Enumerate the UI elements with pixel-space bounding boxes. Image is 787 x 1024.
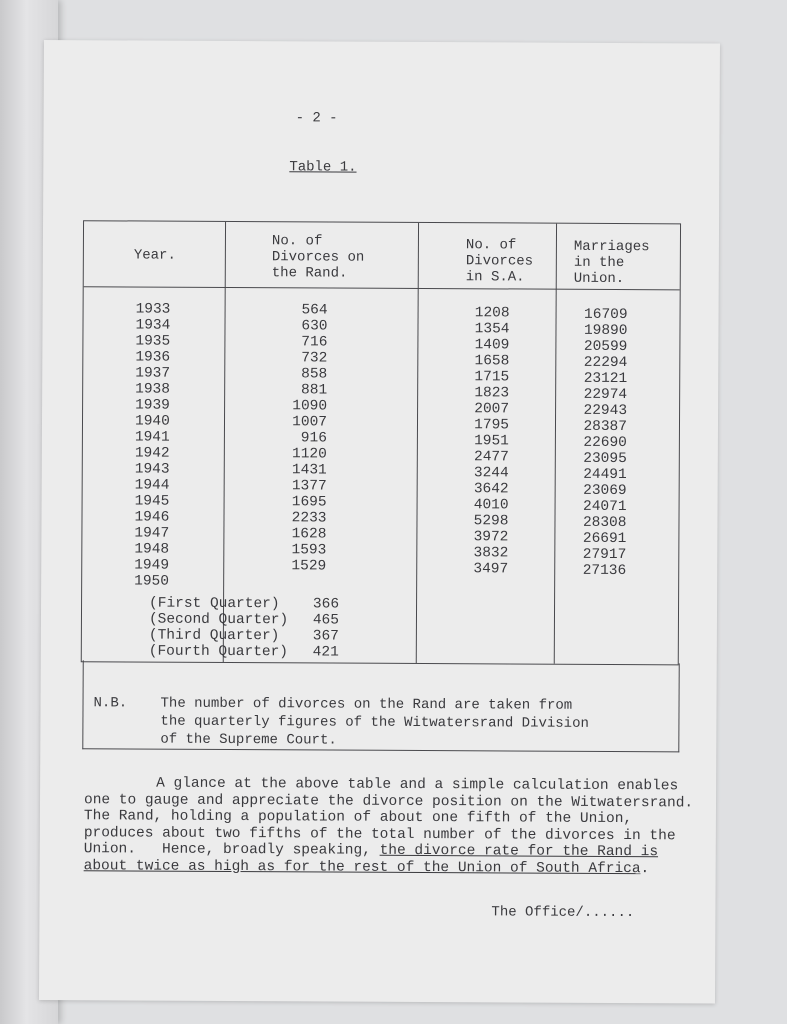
- sa-cell: 1409: [474, 337, 510, 354]
- marriages-cell: 26691: [582, 530, 627, 548]
- year-cell: 1936: [135, 349, 171, 366]
- quarter-row: [149, 612, 339, 629]
- marriages-cell: 28308: [582, 514, 627, 532]
- note-line: the quarterly figures of the Witwatersrand Division: [160, 713, 589, 732]
- year-cell: 1945: [134, 493, 170, 510]
- year-cell: 1933: [135, 301, 171, 318]
- rand-cell: 916: [300, 430, 327, 447]
- sa-cell: 2007: [474, 401, 510, 418]
- year-cell: 1946: [134, 509, 170, 526]
- rand-cell: 1695: [291, 494, 327, 511]
- sa-cell: 3244: [473, 465, 509, 482]
- quarter-row: [149, 628, 339, 645]
- body-paragraph: [83, 775, 694, 877]
- rand-cell: 1120: [291, 446, 327, 463]
- paragraph-line: The Rand, holding a population of about one fifth of the Union,: [83, 808, 633, 828]
- rand-cell: 858: [301, 366, 328, 383]
- page-number: - 2 -: [295, 110, 338, 127]
- year-cell: 1937: [135, 365, 171, 382]
- year-cell: 1934: [135, 317, 171, 334]
- marriages-cell: 22974: [583, 386, 628, 404]
- year-cell: 1935: [135, 333, 171, 350]
- rand-cell: 1377: [291, 478, 327, 495]
- underlined-text: about twice as high as for the rest of the Union of South Africa: [83, 857, 641, 877]
- marriages-cell: 28387: [583, 418, 628, 436]
- sa-cell: 1951: [474, 433, 509, 450]
- marriages-cell: 23069: [583, 482, 627, 500]
- sa-cell: 1354: [474, 321, 510, 338]
- quarter-label: (Third Quarter): [148, 627, 280, 645]
- rand-cell: 716: [301, 334, 328, 351]
- marriages-cell: 24491: [583, 466, 627, 484]
- header-sa: No. of Divorces in S.A.: [465, 237, 534, 286]
- marriages-cell: 22294: [583, 354, 628, 372]
- quarter-row: [149, 596, 339, 613]
- year-cell: 1939: [135, 397, 170, 414]
- note-label: N.B.: [93, 695, 128, 712]
- rand-cell: 630: [301, 318, 328, 335]
- year-cell: 1943: [134, 461, 170, 478]
- year-cell: 1944: [134, 477, 170, 494]
- year-cell: 1949: [134, 557, 170, 574]
- underlined-text: the divorce rate for the Rand is: [379, 842, 659, 861]
- year-cell: 1941: [134, 429, 170, 446]
- header-rand: No. of Divorces on the Rand.: [271, 233, 365, 282]
- note-line: of the Supreme Court.: [160, 731, 337, 749]
- paragraph-line: produces about two fifths of the total number of the divorces in the: [83, 824, 676, 844]
- quarter-label: (Second Quarter): [148, 611, 289, 629]
- paragraph-line: [84, 858, 674, 878]
- rand-cell: 1529: [291, 558, 327, 575]
- rand-column: [278, 302, 327, 574]
- sa-cell: 2477: [473, 449, 509, 466]
- rand-cell: 564: [301, 302, 328, 319]
- sa-cell: 1715: [474, 369, 510, 386]
- sa-cell: 5298: [473, 513, 509, 530]
- sa-cell: 3972: [473, 529, 509, 546]
- quarter-label: (First Quarter): [149, 595, 280, 613]
- marriages-column: [570, 307, 627, 579]
- years-column: [134, 301, 170, 589]
- marriages-cell: 23095: [583, 450, 627, 468]
- rand-cell: 1593: [291, 542, 327, 559]
- sa-cell: 3497: [473, 561, 509, 578]
- document-page: [39, 40, 720, 1004]
- sa-cell: 3642: [473, 481, 509, 498]
- quarter-value: 366: [312, 596, 340, 613]
- header-year: Year.: [133, 247, 176, 264]
- signoff: The Office/......: [491, 904, 635, 922]
- year-cell: 1940: [134, 413, 170, 430]
- paragraph-text: .: [640, 860, 650, 877]
- quarter-value: 367: [312, 628, 339, 645]
- rand-cell: 1007: [292, 414, 328, 431]
- quarter-label: (Fourth Quarter): [148, 643, 289, 661]
- table-title: Table 1.: [289, 159, 357, 176]
- paragraph-line: one to gauge and appreciate the divorce position on the Witwatersrand.: [83, 791, 694, 811]
- paragraph-text: Union. Hence, broadly speaking,: [83, 841, 380, 859]
- marriages-cell: 27917: [582, 546, 627, 564]
- quarter-value: 465: [312, 612, 340, 629]
- marriages-cell: 16709: [584, 306, 628, 324]
- marriages-cell: 24071: [583, 498, 627, 516]
- note-box: [82, 660, 679, 752]
- sa-cell: 4010: [473, 497, 509, 514]
- marriages-cell: 19890: [583, 322, 628, 340]
- quarter-row: [149, 644, 339, 661]
- quarter-value: 421: [312, 644, 339, 661]
- marriages-cell: 23121: [583, 370, 628, 388]
- marriages-cell: 22943: [583, 402, 628, 420]
- rand-cell: 1090: [292, 398, 328, 415]
- marriages-cell: 20599: [583, 338, 628, 356]
- rand-cell: 881: [301, 382, 328, 399]
- year-cell: 1950: [134, 573, 170, 590]
- year-cell: 1938: [135, 381, 171, 398]
- marriages-cell: 22690: [583, 434, 627, 452]
- sa-cell: 3832: [473, 545, 509, 562]
- marriages-cell: 27136: [582, 562, 627, 580]
- sa-cell: 1658: [474, 353, 510, 370]
- year-cell: 1942: [134, 445, 170, 462]
- rand-cell: 1628: [291, 526, 327, 543]
- rand-cell: 2233: [291, 510, 327, 527]
- year-cell: 1948: [134, 541, 170, 558]
- sa-cell: 1208: [474, 305, 510, 322]
- note-line: The number of divorces on the Rand are taken from: [160, 695, 573, 714]
- rand-cell: 1431: [291, 462, 327, 479]
- paragraph-line: A glance at the above table and a simple calculation enables: [156, 775, 679, 795]
- sa-cell: 1823: [474, 385, 510, 402]
- year-cell: 1947: [134, 525, 170, 542]
- rand-cell: 732: [301, 350, 328, 367]
- header-marriages: Marriages in the Union.: [573, 238, 650, 288]
- sa-column: [462, 305, 509, 577]
- sa-cell: 1795: [474, 417, 510, 434]
- quarters-block: [149, 596, 339, 661]
